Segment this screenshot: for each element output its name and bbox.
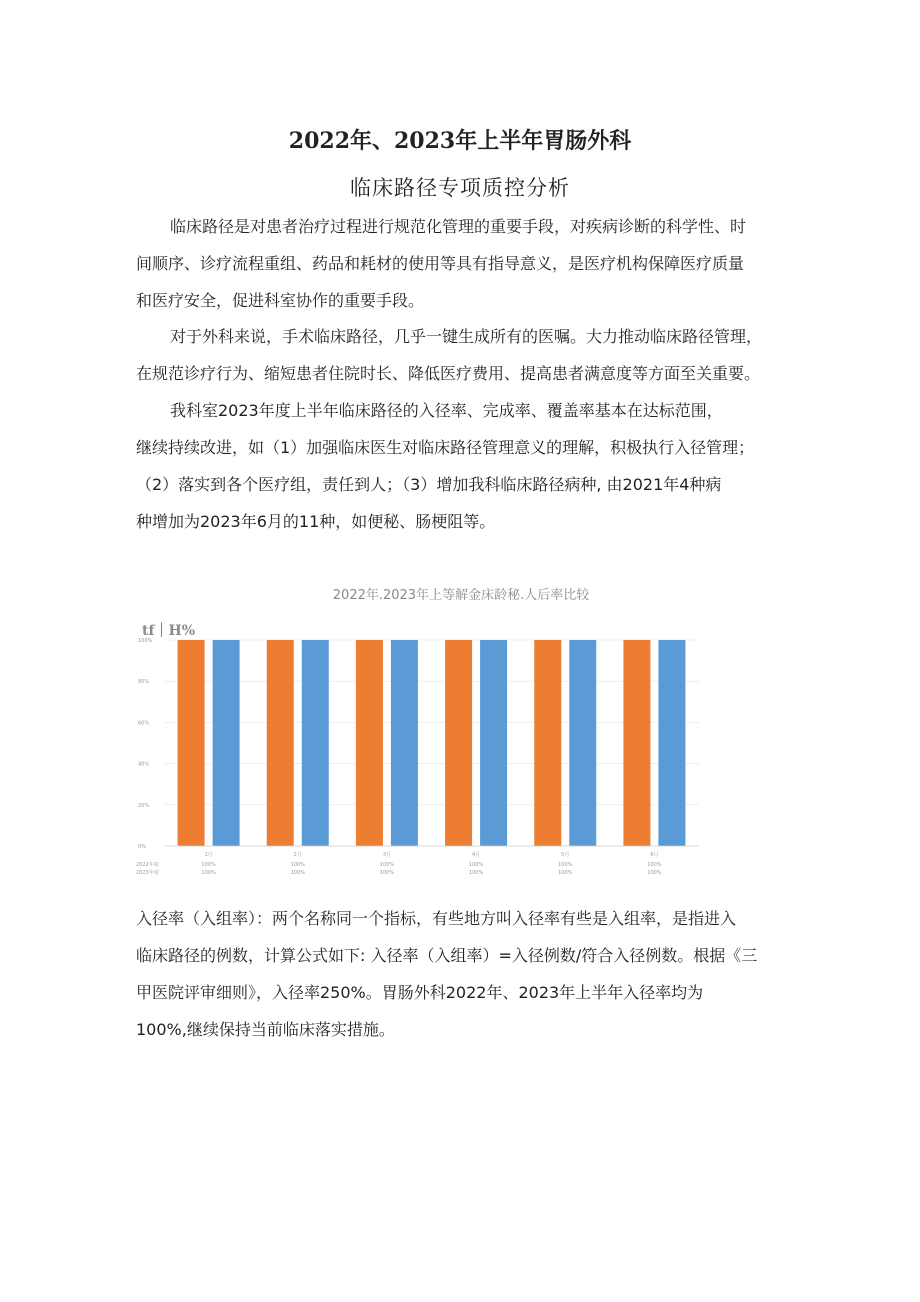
bar-series2 [213, 640, 240, 846]
bar-series1 [445, 640, 472, 846]
x-tick-label: 4月 [471, 852, 481, 858]
page-subtitle: 临床路径专项质控分析 [350, 176, 570, 200]
text-line: 对于外科来说，手术临床路径，几乎一键生成所有的医嘱。大力推动临床路径管理， [170, 327, 763, 346]
x-tick-label: 6月 [650, 852, 659, 858]
x-tick-label: 5月 [561, 852, 570, 858]
text-line: 继续持续改进，如（1）加强临床医生对临床路径管理意义的理解，积极执行入径管理； [136, 438, 755, 457]
text-line: （2）落实到各个医疗组，责任到人；（3）增加我科临床路径病种, 由2021年4种病 [136, 475, 722, 494]
data-table-value: 100% [201, 862, 216, 868]
text-line: 100%,继续保持当前临床落实措施。 [136, 1020, 395, 1039]
y-tick-label: 60% [138, 720, 150, 727]
bar-chart [134, 632, 704, 882]
text-line: 临床路径的例数，计算公式如下: 入径率（入组率）=入径例数/符合入径例数。根据《三 [136, 946, 758, 965]
data-table-value: 100% [468, 862, 484, 868]
data-table-value: 100% [647, 862, 662, 868]
bar-series2 [480, 640, 507, 846]
data-table-series-label: 2022年度 [136, 862, 159, 868]
y-tick-label: 20% [138, 802, 150, 809]
chart-y-label: tf｜H% [142, 623, 196, 639]
text-line: 和医疗安全，促进科室协作的重要手段。 [136, 291, 425, 310]
data-table-value: 100% [647, 870, 662, 876]
bar-series2 [569, 640, 596, 846]
bar-series2 [391, 640, 418, 846]
x-tick-label: 3月 [382, 852, 392, 858]
data-table-value: 100% [379, 870, 395, 876]
y-tick-label: 100% [138, 638, 153, 644]
page-title: 2022年、2023年上半年胃肠外科 [288, 128, 632, 154]
bar-series1 [534, 640, 561, 846]
text-line: 间顺序、诊疗流程重组、药品和耗材的使用等具有指导意义，是医疗机构保障医疗质量 [136, 254, 745, 273]
x-tick-label: 1月 [204, 852, 213, 858]
bar-series2 [658, 640, 685, 846]
data-table-value: 100% [290, 862, 305, 868]
data-table-value: 100% [290, 870, 305, 876]
text-line: 入径率（入组率）：两个名称同一个指标，有些地方叫入径率有些是入组率，是指进入 [136, 909, 737, 928]
data-table-value: 100% [558, 862, 573, 868]
paragraph-entry-rate [136, 900, 790, 1048]
bar-series1 [356, 640, 383, 846]
data-table-value: 100% [201, 870, 216, 876]
data-table-value: 100% [558, 870, 573, 876]
paragraph-intro [136, 208, 790, 319]
text-line: 临床路径是对患者治疗过程进行规范化管理的重要手段，对疾病诊断的科学性、时 [170, 217, 747, 236]
data-table-series-label: 2023年度 [136, 870, 159, 876]
y-tick-label: 0% [138, 844, 146, 850]
paragraph-surgery [136, 318, 790, 392]
text-line: 甲医院评审细则》，入径率250%。胃肠外科2022年、2023年上半年入径率均为 [136, 983, 704, 1002]
bar-series1 [267, 640, 294, 846]
data-table-value: 100% [468, 870, 484, 876]
y-tick-label: 40% [138, 761, 150, 768]
bar-series2 [302, 640, 329, 846]
y-tick-label: 80% [138, 679, 150, 686]
bar-series1 [178, 640, 205, 846]
chart-title: 2022年.2023年上等解金床龄秘.人后率比较 [332, 588, 590, 603]
text-line: 我科室2023年度上半年临床路径的入径率、完成率、覆盖率基本在达标范围， [170, 401, 723, 420]
text-line: 种增加为2023年6月的11种，如便秘、肠梗阻等。 [136, 512, 496, 531]
bar-series1 [623, 640, 650, 846]
text-line: 在规范诊疗行为、缩短患者住院时长、降低医疗费用、提高患者满意度等方面至关重要。 [136, 364, 761, 383]
data-table-value: 100% [379, 862, 395, 868]
x-tick-label: 2月 [293, 852, 302, 858]
paragraph-department [136, 392, 790, 540]
